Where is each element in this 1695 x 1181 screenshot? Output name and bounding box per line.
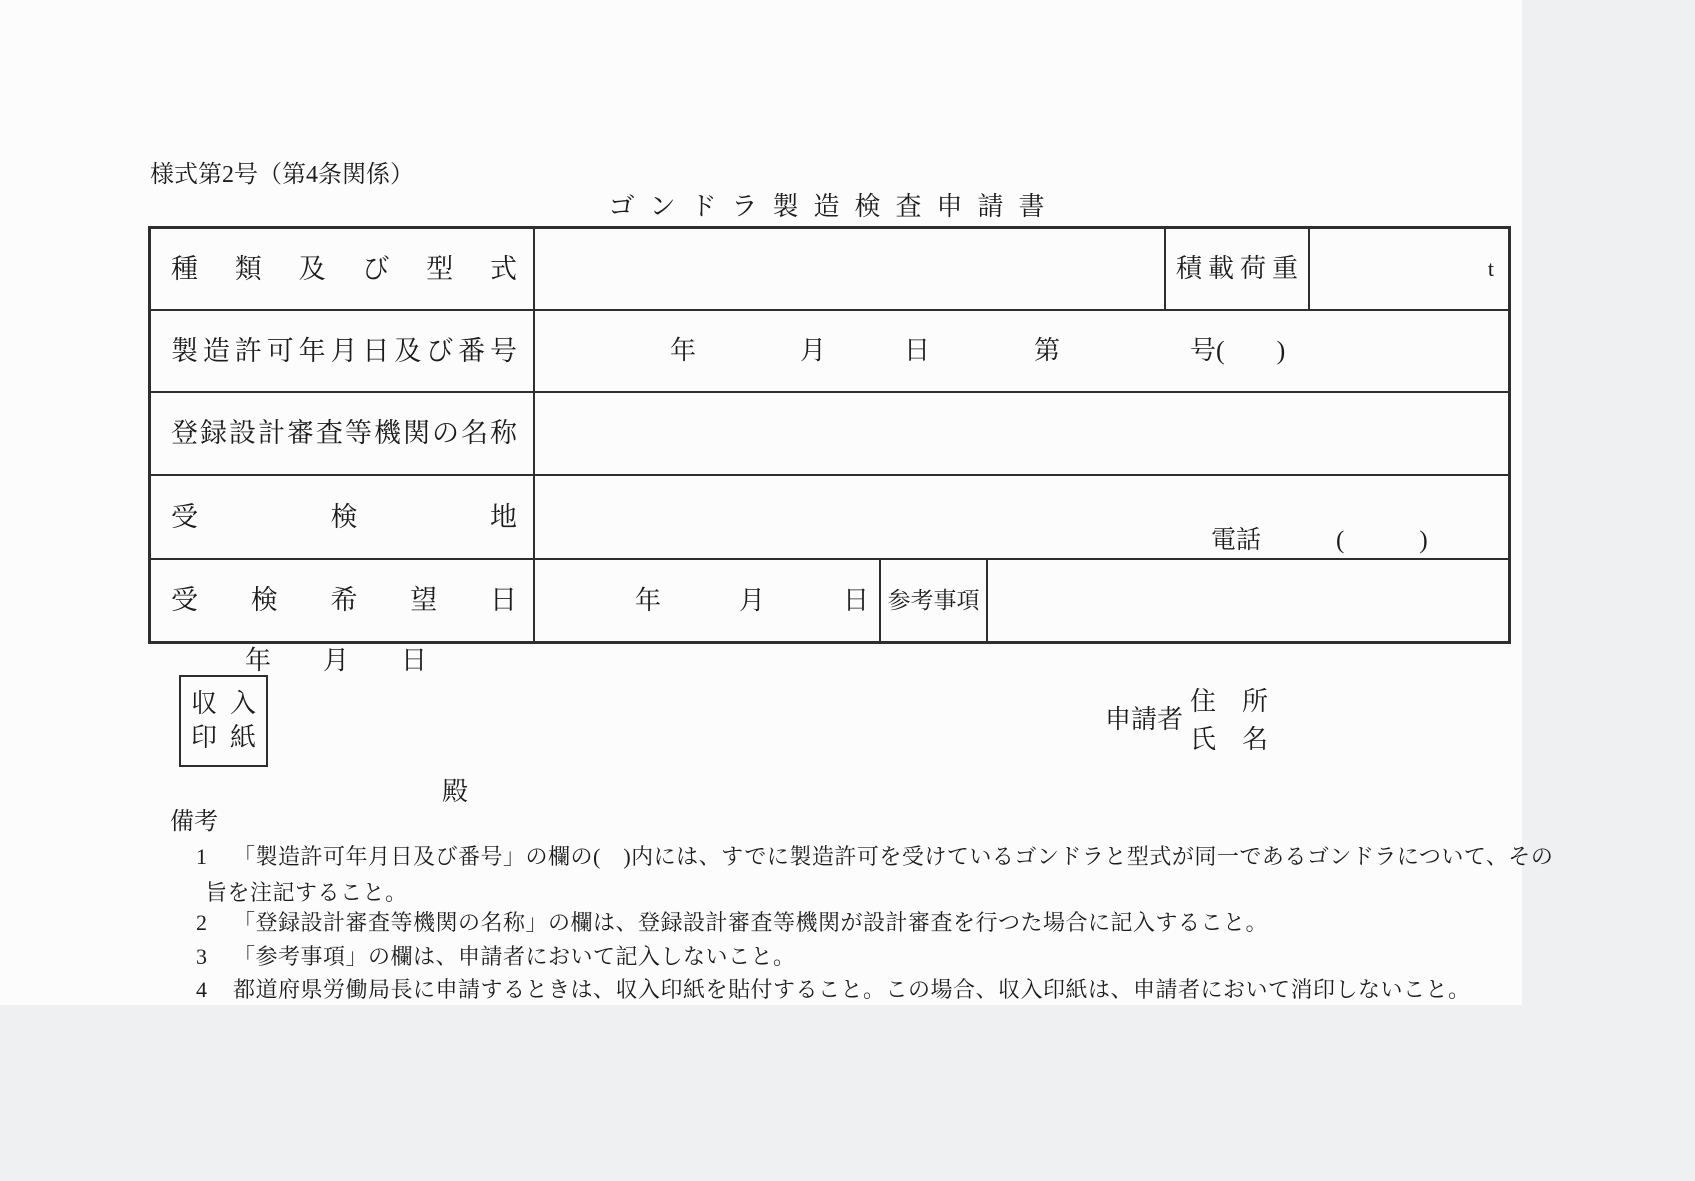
type-model-label	[151, 229, 535, 311]
note-4-number: 4	[196, 977, 207, 1002]
note-3-line-1: 「参考事項」の欄は、申請者において記入しないこと。	[233, 944, 796, 969]
permit-date-number-template: 年 月 日 第 号( )	[670, 336, 1286, 365]
type-model-label-text: 種類及び型式	[171, 253, 517, 284]
permit-date-number-field[interactable]	[535, 311, 1508, 393]
revenue-stamp-box	[179, 675, 268, 767]
type-model-field[interactable]	[535, 229, 1166, 311]
inspection-place-field[interactable]	[535, 476, 1508, 560]
load-capacity-label	[1166, 229, 1310, 311]
inspection-place-label-text: 受検地	[171, 501, 517, 532]
reference-items-field[interactable]	[988, 560, 1508, 641]
remarks-heading: 備考	[170, 809, 218, 835]
reference-items-label-text: 参考事項	[887, 588, 980, 613]
note-1-number: 1	[196, 844, 207, 869]
form-title: ゴンドラ製造検査申請書	[608, 192, 1060, 221]
inspection-place-label	[151, 476, 535, 560]
revenue-stamp-line2: 印紙	[191, 723, 256, 752]
desired-date-field[interactable]	[535, 560, 881, 641]
note-3-number: 3	[196, 944, 207, 969]
reference-items-label	[881, 560, 988, 641]
note-2-number: 2	[196, 910, 207, 935]
desired-date-label-text: 受検希望日	[171, 585, 517, 615]
load-unit-text: t	[1487, 256, 1494, 281]
note-1-line-2: 旨を注記すること。	[205, 880, 408, 905]
design-agency-field[interactable]	[535, 393, 1508, 476]
load-capacity-field[interactable]	[1310, 229, 1508, 311]
note-2-line-1: 「登録設計審査等機関の名称」の欄は、登録設計審査等機関が設計審査を行つた場合に記入すること。	[233, 910, 1269, 935]
application-date-line[interactable]: 年 月 日	[245, 646, 428, 675]
applicant-name-label[interactable]: 氏 名	[1190, 725, 1269, 754]
revenue-stamp-line1: 収入	[191, 689, 256, 718]
permit-date-number-label	[151, 311, 535, 393]
note-4-line-1: 都道府県労働局長に申請するときは、収入印紙を貼付すること。この場合、収入印紙は、申請者において消印しないこと。	[233, 977, 1471, 1002]
note-1-line-1: 「製造許可年月日及び番号」の欄の( )内には、すでに製造許可を受けているゴンドラと型式が同一であるゴンドラについて、その	[233, 844, 1554, 869]
addressee-dono-label: 殿	[442, 777, 469, 806]
applicant-label: 申請者	[1105, 705, 1184, 734]
form-number: 様式第2号（第4条関係）	[150, 162, 414, 188]
applicant-address-label[interactable]: 住 所	[1190, 687, 1269, 716]
desired-date-template: 年 月 日	[635, 585, 870, 615]
design-agency-label-text: 登録設計審査等機関の名称	[171, 418, 517, 448]
phone-template: 電話 ( )	[1211, 527, 1428, 554]
load-capacity-label-text: 積載荷重	[1176, 254, 1298, 283]
design-agency-label	[151, 393, 535, 476]
desired-date-label	[151, 560, 535, 641]
application-table	[148, 226, 1511, 644]
permit-date-number-label-text: 製造許可年月日及び番号	[171, 335, 517, 366]
